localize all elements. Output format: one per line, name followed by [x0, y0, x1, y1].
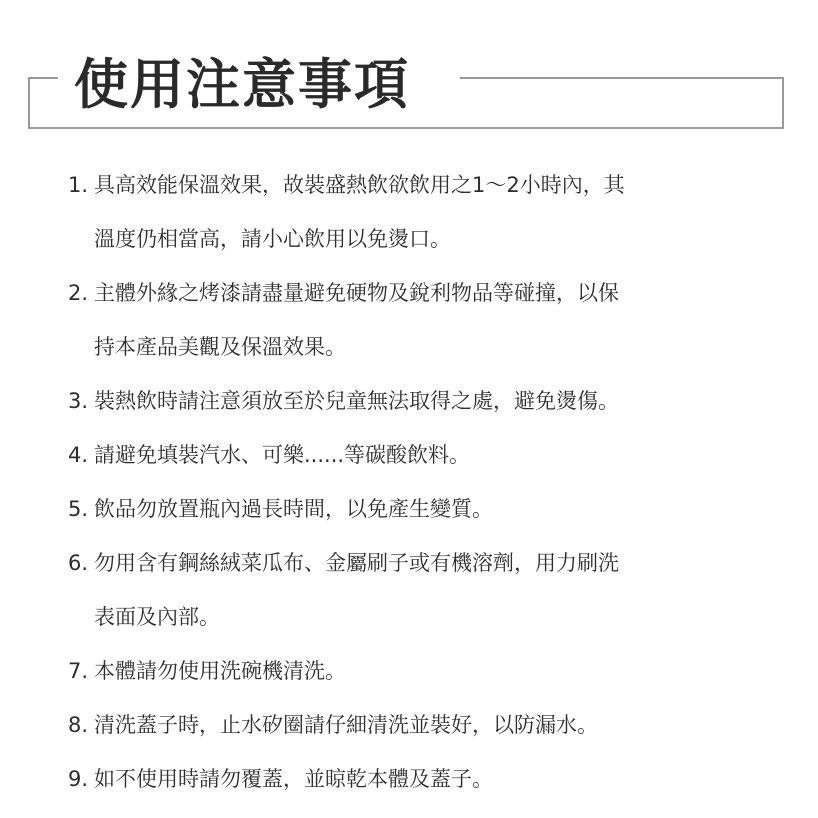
title-frame-top-left	[28, 77, 58, 79]
note-item-3	[68, 374, 758, 428]
note-number: 2.	[68, 281, 89, 305]
page-title: 使用注意事項	[74, 53, 410, 116]
note-number: 4.	[68, 443, 89, 467]
note-text: 主體外緣之烤漆請盡量避免硬物及銳利物品等碰撞，以保	[94, 281, 619, 305]
note-text: 飲品勿放置瓶內過長時間，以免產生變質。	[94, 497, 493, 521]
notes-list	[68, 158, 758, 806]
note-text: 具高效能保溫效果，故裝盛熱飲欲飲用之1～2小時內，其	[94, 173, 625, 197]
note-item-7	[68, 644, 758, 698]
note-text: 請避免填裝汽水、可樂......等碳酸飲料。	[94, 443, 471, 467]
note-number: 6.	[68, 551, 89, 575]
note-number: 5.	[68, 497, 89, 521]
note-item-4	[68, 428, 758, 482]
note-number: 8.	[68, 713, 89, 737]
note-text: 本體請勿使用洗碗機清洗。	[94, 659, 346, 683]
note-text-continued: 表面及內部。	[94, 605, 220, 629]
note-item-8	[68, 698, 758, 752]
note-number: 9.	[68, 767, 89, 791]
note-text: 勿用含有鋼絲絨菜瓜布、金屬刷子或有機溶劑，用力刷洗	[94, 551, 619, 575]
note-number: 1.	[68, 173, 89, 197]
note-item-9	[68, 752, 758, 806]
note-number: 7.	[68, 659, 89, 683]
note-item-2	[68, 266, 758, 374]
note-text: 如不使用時請勿覆蓋，並晾乾本體及蓋子。	[94, 767, 493, 791]
note-text: 裝熱飲時請注意須放至於兒童無法取得之處，避免燙傷。	[94, 389, 619, 413]
note-item-1	[68, 158, 758, 266]
note-item-6	[68, 536, 758, 644]
title-frame-top-right	[460, 77, 784, 79]
note-number: 3.	[68, 389, 89, 413]
note-item-5	[68, 482, 758, 536]
note-text: 清洗蓋子時，止水矽圈請仔細清洗並裝好，以防漏水。	[94, 713, 598, 737]
note-text-continued: 溫度仍相當高，請小心飲用以免燙口。	[94, 227, 451, 251]
note-text-continued: 持本產品美觀及保溫效果。	[94, 335, 346, 359]
